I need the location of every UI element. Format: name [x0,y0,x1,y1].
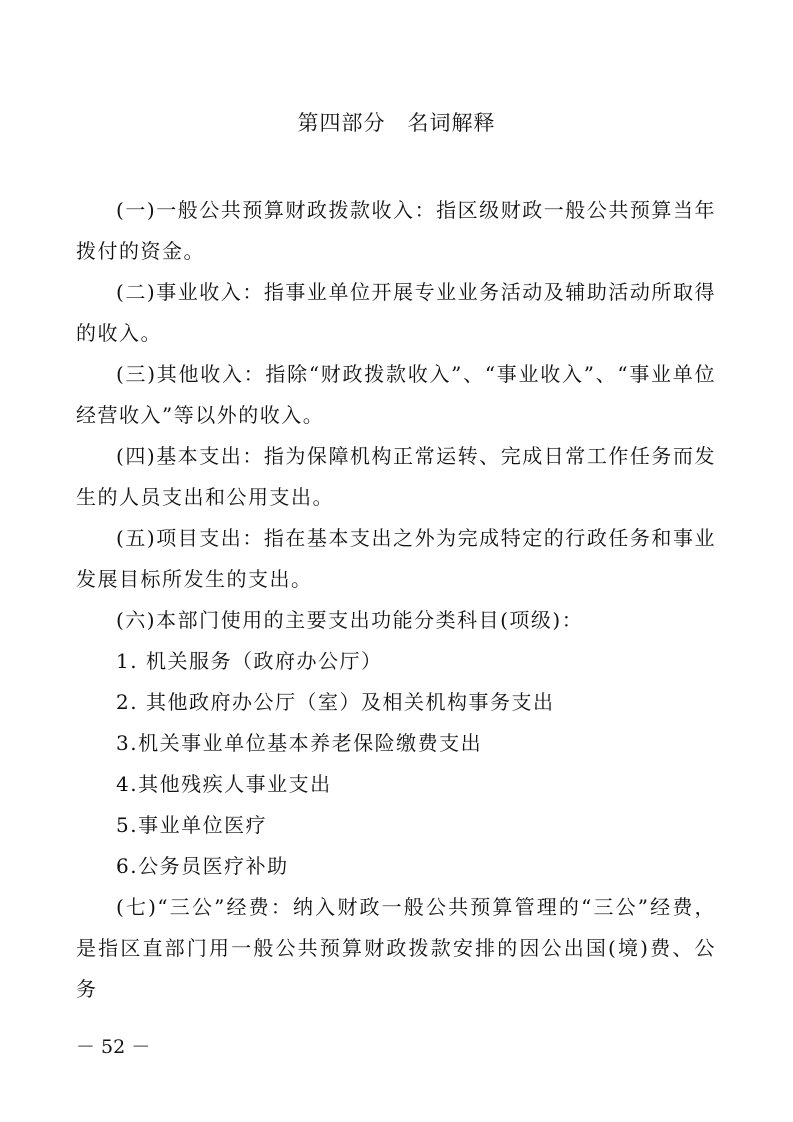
list-item: 6.公务员医疗补助 [116,854,289,878]
paragraph-other-income: (三)其他收入：指除“财政拨款收入”、“事业收入”、“事业单位经营收入”等以外的收入。 [76,362,716,427]
paragraph-project-expenditure: (五)项目支出：指在基本支出之外为完成特定的行政任务和事业发展目标所发生的支出。 [76,526,716,591]
list-item: 3.机关事业单位基本养老保险缴费支出 [116,731,483,755]
paragraph-general-budget-income: (一)一般公共预算财政拨款收入：指区级财政一般公共预算当年拨付的资金。 [76,198,716,263]
page-number: － 52 － [76,1036,151,1058]
paragraph-business-income: (二)事业收入：指事业单位开展专业业务活动及辅助活动所取得的收入。 [76,280,716,345]
page-title: 第四部分 名词解释 [297,111,496,135]
list-item: 4.其他残疾人事业支出 [116,772,332,796]
paragraph-basic-expenditure: (四)基本支出：指为保障机构正常运转、完成日常工作任务而发生的人员支出和公用支出。 [76,444,716,509]
list-item: 2. 其他政府办公厅（室）及相关机构事务支出 [116,690,555,714]
paragraph-three-public-expenses: (七)“三公”经费：纳入财政一般公共预算管理的“三公”经费，是指区直部门用一般公共预算财政拨款安排的因公出国(境)费、公务 [76,895,716,1001]
list-item: 5.事业单位医疗 [116,813,268,837]
list-item: 1. 机关服务（政府办公厅） [116,649,383,673]
paragraph-expenditure-categories: (六)本部门使用的主要支出功能分类科目(项级)： [116,608,584,632]
